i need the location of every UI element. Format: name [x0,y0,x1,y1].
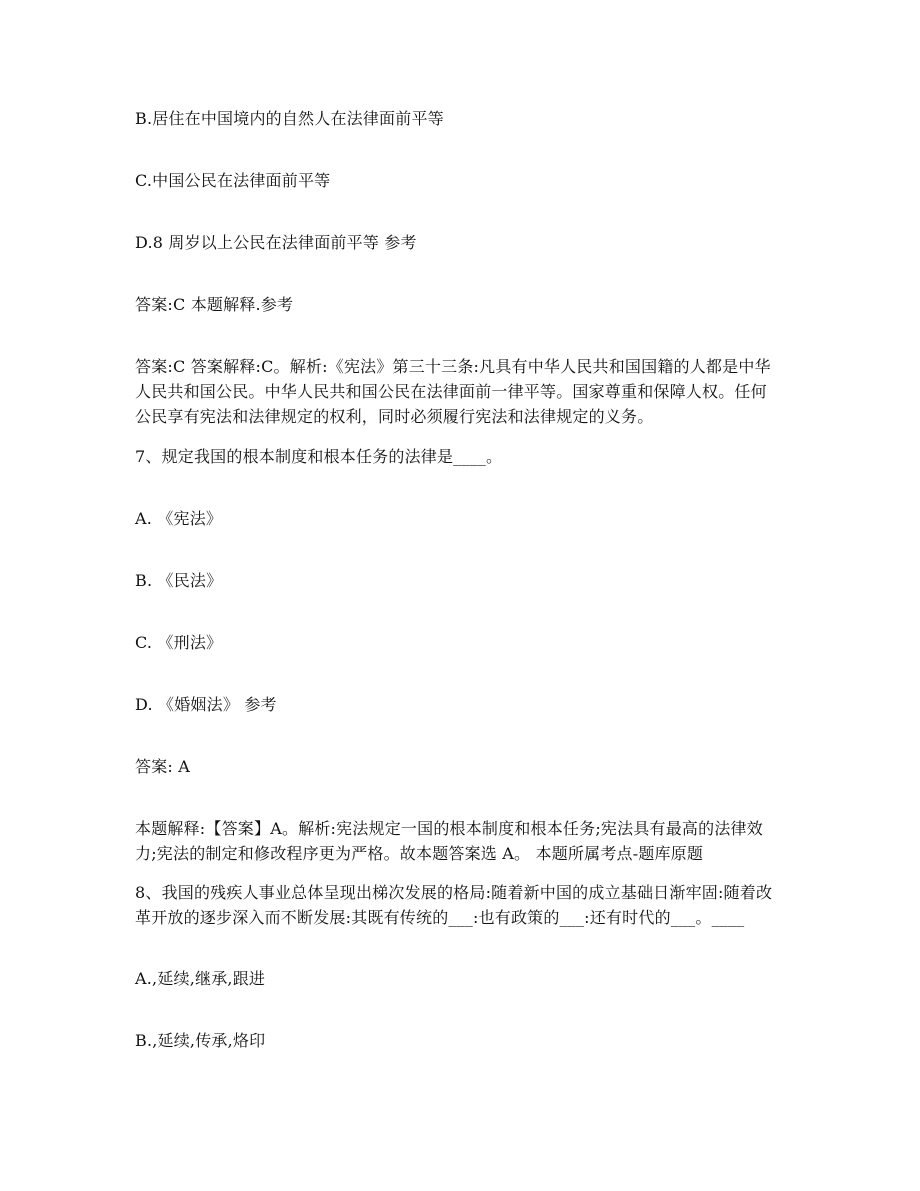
q8-question-line: 8、我国的残疾人事业总体呈现出梯次发展的格局:随着新中国的成立基础日渐牢固:随着改 [135,883,773,902]
q6-option-d: D.8 周岁以上公民在法律面前平等 参考 [135,233,417,252]
q6-explanation-line: 答案:C 答案解释:C。解析:《宪法》第三十三条:凡具有中华人民共和国国籍的人都是中华 [135,357,771,376]
q7-option-c: C. 《刑法》 [135,633,223,652]
q7-explanation [135,816,795,866]
q8-question-line: 革开放的逐步深入而不断发展:其既有传统的___:也有政策的___:还有时代的___。____ [135,908,745,927]
q7-answer: 答案: A [135,757,191,776]
q7-option-b: B. 《民法》 [135,571,223,590]
q7-explanation-line: 本题解释:【答案】A。解析:宪法规定一国的根本制度和根本任务;宪法具有最高的法律效 [135,819,763,838]
q7-option-d: D. 《婚姻法》 参考 [135,695,277,714]
q6-answer-short: 答案:C 本题解释.参考 [135,295,294,314]
q8-question [135,880,795,930]
q6-explanation [135,354,795,429]
q6-option-b: B.居住在中国境内的自然人在法律面前平等 [135,109,444,128]
q8-option-a: A.,延续,继承,跟进 [135,969,266,988]
q6-explanation-line: 公民享有宪法和法律规定的权利，同时必须履行宪法和法律规定的义务。 [135,407,654,426]
q7-explanation-line: 力;宪法的制定和修改程序更为严格。故本题答案选 A。 本题所属考点-题库原题 [135,844,704,863]
q6-option-c: C.中国公民在法律面前平等 [135,171,331,190]
q7-option-a: A. 《宪法》 [135,509,223,528]
q6-explanation-line: 人民共和国公民。中华人民共和国公民在法律面前一律平等。国家尊重和保障人权。任何 [135,382,767,401]
q7-question: 7、规定我国的根本制度和根本任务的法律是____。 [135,447,503,466]
q8-option-b: B.,延续,传承,烙印 [135,1031,266,1050]
